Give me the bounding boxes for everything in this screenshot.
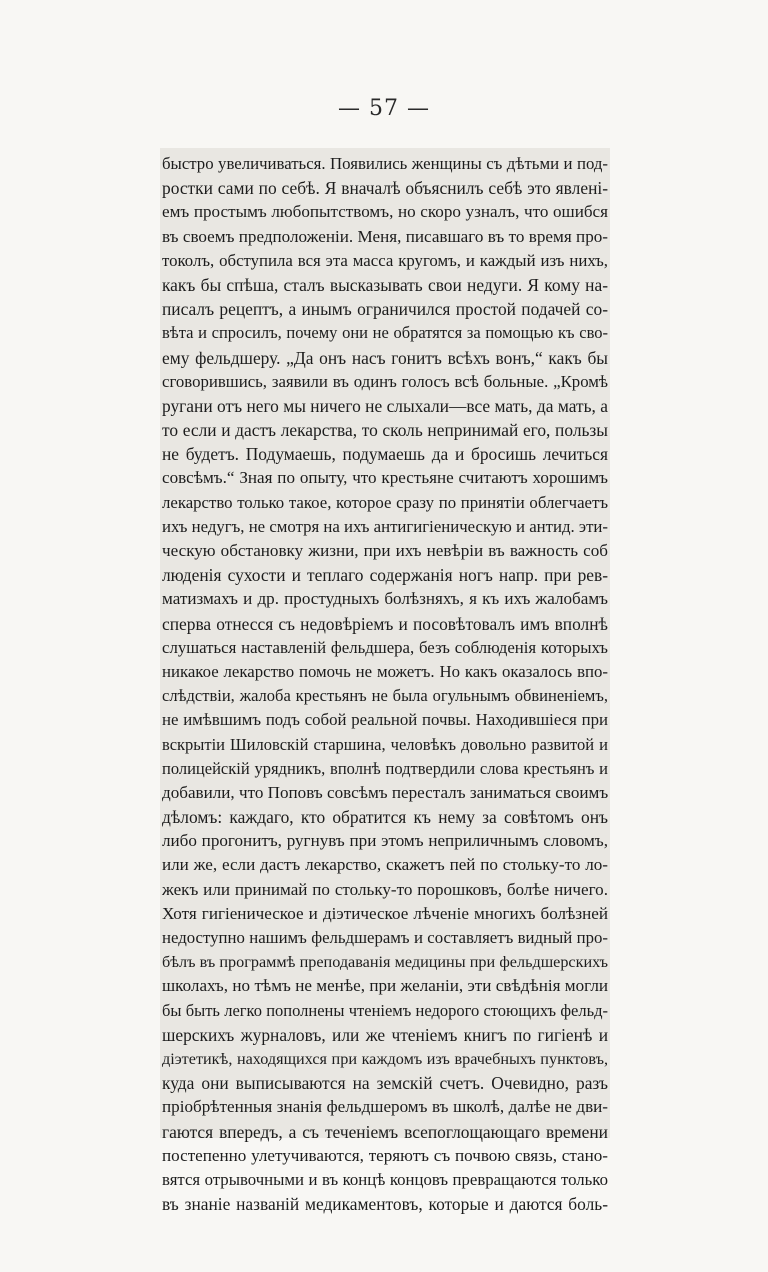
text-line: никакое лекарство помочь не можетъ. Но какъ оказалось впо- [162,661,608,681]
text-line: сговорившись, заявили въ одинъ голосъ всѣ больные. „Кромѣ [162,371,608,391]
text-line: ческую обстановку жизни, при ихъ невѣрiи въ важность соб [162,541,608,560]
text-line: или же, если дастъ лекарство, скажетъ пей по стольку-то ло- [162,855,608,875]
text-line: какъ бы спѣша, сталъ высказывать свои недуги. Я кому на- [162,274,608,295]
text-line: ихъ недугъ, не смотря на ихъ антигигiеническую и антид. эти- [162,516,608,536]
text-line: добавили, что Поповъ совсѣмъ пересталъ заниматься своимъ [162,782,609,802]
text-line: полицейскiй урядникъ, вполнѣ подтвердили слова крестьянъ и [162,758,608,778]
text-line: вскрытiи Шиловскiй старшина, человѣкъ довольно развитой и [162,734,608,754]
text-line: емъ простымъ любопытствомъ, но скоро узналъ, что ошибся [162,202,608,222]
text-line: писалъ рецептъ, а инымъ ограничился простой подачей со- [162,299,608,320]
text-line: матизмахъ и др. простудныхъ болѣзняхъ, я къ ихъ жалобамъ [162,589,608,609]
page-number: — 57 — [338,96,430,121]
text-line: лекарство только такое, которое сразу по принятiи облегчаетъ [162,492,608,512]
text-line: либо прогонитъ, ругнувъ при этомъ неприличнымъ словомъ, [162,831,608,851]
text-line: токолъ, обступила вся эта масса кругомъ, и каждый изъ нихъ, [162,250,608,270]
text-line: дѣломъ: каждаго, кто обратится къ нему за совѣтомъ онъ [162,807,608,828]
text-line: въ своемъ предположенiи. Меня, писавшаго въ то время про- [162,226,608,246]
text-line: ему фельдшеру. „Да онъ насъ гонитъ всѣхъ вонъ,“ какъ бы [162,347,608,368]
text-line: вятся отрывочными и въ концѣ концовъ превращаются только [162,1169,608,1189]
text-line: вѣта и спросилъ, почему они не обратятся за помощью къ сво- [162,323,608,343]
text-line: школахъ, но тѣмъ не менѣе, при желанiи, эти свѣдѣнiя могли [162,976,608,996]
text-line: жекъ или принимай по стольку-то порошковъ, болѣе ничего. [162,879,608,899]
text-line: люденiя сухости и теплаго содержанiя ногъ напр. при рев- [162,565,608,586]
text-line: ростки сами по себѣ. Я вначалѣ объяснилъ себѣ это явленi- [162,178,608,199]
text-line: быстро увеличиваться. Появились женщины съ дѣтьми и под- [162,154,608,173]
text-line: дiэтетикѣ, находящихся при каждомъ изъ врачебныхъ пунктовъ, [162,1049,608,1068]
text-line: прiобрѣтенныя знанiя фельдшеромъ въ школѣ, далѣе не дви- [162,1097,608,1117]
text-line: то если и дастъ лекарства, то сколь непринимай его, пользы [162,420,608,441]
text-line: ругани отъ него мы ничего не слыхали—все мать, да мать, а [162,395,608,416]
text-line: куда они выписываются на земскiй счетъ. Очевидно, разъ [162,1073,608,1094]
text-line: постепенно улетучиваются, теряютъ съ почвою связь, стано- [162,1145,608,1165]
text-line: не будетъ. Подумаешь, подумаешь да и бросишь лечиться [162,444,608,465]
text-line: недоступно нашимъ фельдшерамъ и составляетъ видный про- [162,928,608,947]
text-line: Хотя гигiеническое и дiэтическое лѣченiе многихъ болѣзней [162,903,608,923]
text-line: не имѣвшимъ подъ собой реальной почвы. Находившiеся при [162,710,608,730]
text-line: въ знанiе названiй медикаментовъ, которые и даются боль- [162,1194,608,1215]
body-text [160,148,610,1215]
text-line: сперва отнесся съ недовѣрiемъ и посовѣтовалъ имъ вполнѣ [162,613,608,634]
text-line: слѣдствiи, жалоба крестьянъ не была огульнымъ обвиненiемъ, [162,686,608,706]
text-line: слушаться наставленiй фельдшера, безъ соблюденiя которыхъ [162,637,608,657]
text-line: совсѣмъ.“ Зная по опыту, что крестьяне считаютъ хорошимъ [162,468,608,488]
text-line: шерскихъ журналовъ, или же чтенiемъ книгъ по гигiенѣ и [162,1024,608,1045]
text-line: бѣлъ въ программѣ преподаванiя медицины при фельдшерскихъ [162,953,608,972]
text-line: бы быть легко пополнены чтенiемъ недорого стоющихъ фельд- [162,1000,608,1020]
text-line: гаются впередъ, а съ теченiемъ всепоглощающаго времени [162,1121,608,1142]
